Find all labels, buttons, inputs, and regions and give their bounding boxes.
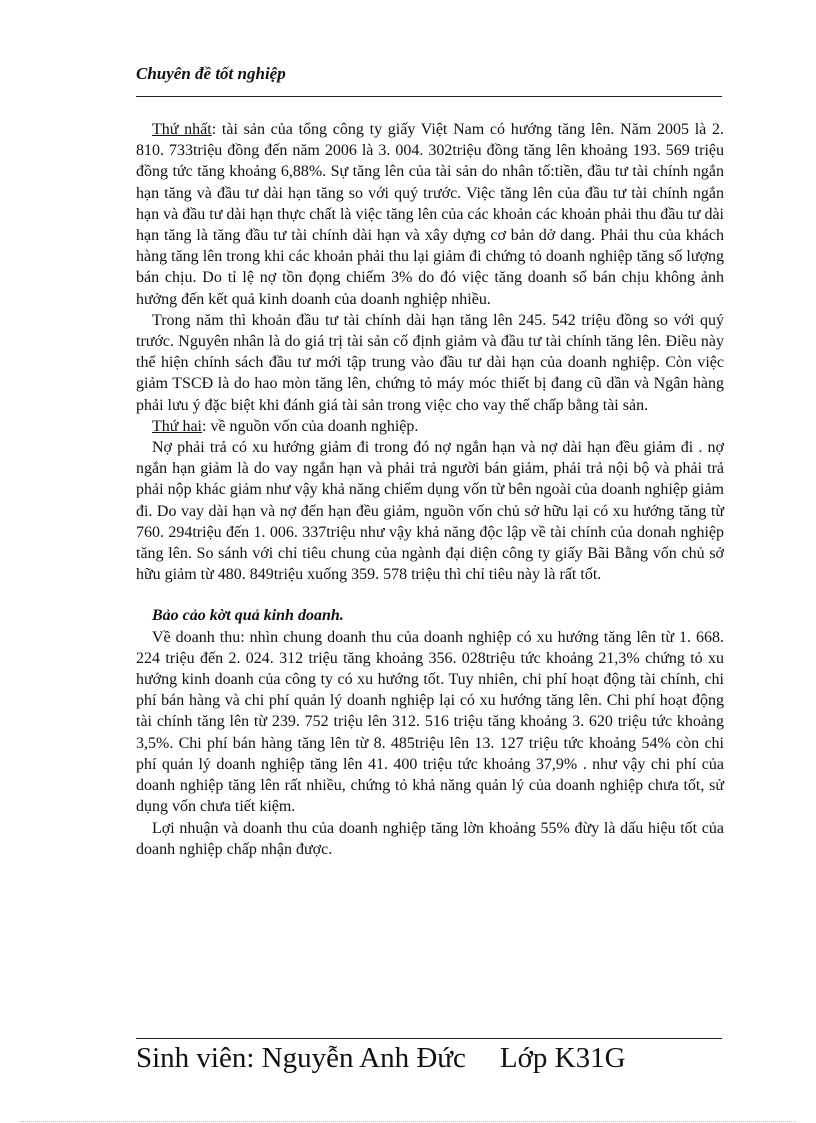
first-point-label: Thứ nhất (152, 121, 212, 138)
header-divider (136, 96, 722, 97)
document-body (136, 119, 724, 860)
paragraph-long-term-investment: Trong năm thì khoản đầu tư tài chính dài hạn tăng lên 245. 542 triệu đồng so với quý trước. Nguyên nhân là do giá trị tài sản cố định giảm và đầu tư tài chính tăng lên. Điều này thể hiện chính sách đầu tư mới tập trung vào đầu tư dài hạn của doanh nghiệp. Còn việc giảm TSCĐ là do hao mòn tăng lên, chứng tỏ máy móc thiết bị đang cũ dần và Ngân hàng phải lưu ý đặc biệt khi đánh giá tài sản trong việc cho vay thế chấp bằng tài sản. (136, 311, 724, 414)
page-bottom-dotted-line (20, 1121, 796, 1122)
spacer (136, 585, 724, 605)
paragraph-second-point (136, 416, 724, 437)
paragraph-first-point (136, 119, 724, 310)
second-point-label: Thứ hai (152, 417, 202, 435)
page-footer (136, 1042, 736, 1075)
page-header-title: Chuyên đề tốt nghiệp (136, 64, 286, 83)
paragraph-liabilities: Nợ phải trả có xu hướng giảm đi trong đó nợ ngắn hạn và nợ dài hạn đều giảm đi . nợ ngắn hạn giảm là do vay ngắn hạn và phải trả người bán giảm, phải trả nội bộ và phải trả phải nộp khác giảm như vậy khả năng chiếm dụng vốn từ bên ngoài của doanh nghiệp giảm đi. Do vay dài hạn và nợ đến hạn đều giảm, nguồn vốn chủ sở hữu lại có xu hướng tăng từ 760. 294triệu đến 1. 006. 337triệu như vậy khả năng độc lập về tài chính của donah nghiệp tăng lên. So sánh với chỉ tiêu chung của ngành đại diện công ty giấy Bãi Bằng vốn chủ sở hữu giảm từ 480. 849triệu xuống 359. 578 triệu thì chỉ tiêu này là rất tốt. (136, 439, 724, 584)
footer-class: Lớp K31G (499, 1042, 626, 1074)
paragraph-profit: Lợi nhuận và doanh thu của doanh nghiệp tăng lờn khoảng 55% đừy là dấu hiệu tốt của doanh nghiệp chấp nhận được. (136, 819, 724, 858)
first-point-text: : tài sản của tổng công ty giấy Việt Nam có hướng tăng lên. Năm 2005 là 2. 810. 733triệu đồng đến năm 2006 là 3. 004. 302triệu đồng tăng lên khoảng 193. 569 triệu đồng tức tăng khoảng 6,88%. Sự tăng lên của tài sản do nhân tố:tiền, đầu tư tài chính ngắn hạn tăng và đầu tư dài hạn tăng so với quý trước. Việc tăng lên của đầu tư tài chính ngắn hạn và đầu tư dài hạn thực chất là việc tăng lên của các khoản các khoản phải thu đầu tư dài hạn tăng là tăng đầu tư tài chính dài hạn và xây dựng cơ bản dở dang. Phải thu của khách hàng tăng lên trong khi các khoản phải thu lại giảm đi chứng tỏ doanh nghiệp tăng số lượng bán chịu. Do tỉ lệ nợ tồn đọng chiếm 3% do đó việc tăng doanh số bán chịu không ảnh hưởng đến kết quả kinh doanh của doanh nghiệp nhiều. (136, 121, 724, 308)
footer-student-name: Sinh viên: Nguyễn Anh Đức (136, 1042, 466, 1074)
second-point-text: : về nguồn vốn của doanh nghiệp. (202, 417, 419, 435)
footer-divider (136, 1038, 722, 1039)
section-heading-business-report: Bảo cảo kờt quả kinh doanh. (152, 607, 344, 625)
paragraph-revenue: Về doanh thu: nhìn chung doanh thu của doanh nghiệp có xu hướng tăng lên từ 1. 668. 224 triệu đến 2. 024. 312 triệu tăng khoảng 356. 028triệu tức khoảng 21,3% chứng tỏ xu hướng kinh doanh của công ty có xu hướng tốt. Tuy nhiên, chi phí hoạt động tài chính, chi phí bán hàng và chi phí quản lý doanh nghiệp lại có xu hướng tăng lên. Chi phí hoạt động tài chính tăng lên từ 239. 752 triệu lên 312. 516 triệu tăng khoảng 3. 620 triệu tức khoảng 3,5%. Chi phí bán hàng tăng lên từ 8. 485triệu lên 13. 127 triệu tức khoảng 54% còn chi phí quản lý doanh nghiệp tăng lên 41. 400 triệu tức khoảng 37,9% . như vậy chi phí của doanh nghiệp tăng lên rất nhiều, chứng tỏ khả năng quản lý của doanh nghiệp chưa tốt, sử dụng vốn chưa tiết kiệm. (136, 628, 724, 816)
